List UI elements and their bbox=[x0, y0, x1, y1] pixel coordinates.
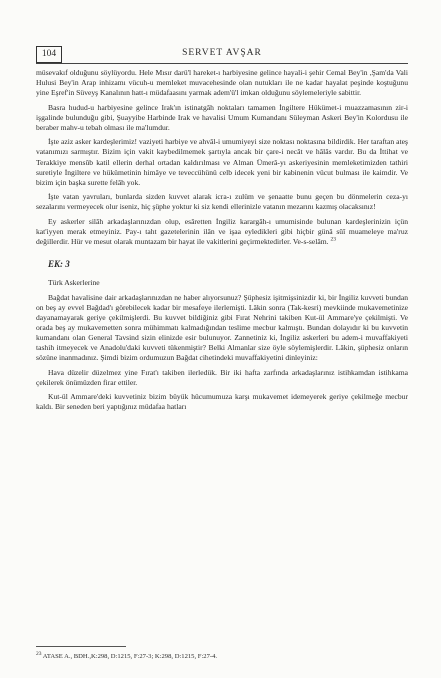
annex-paragraph: Hava düzelir düzelmez yine Fırat'ı takiben ilerledük. Bir iki hafta zarfında arkadaşlarınız istihkamdan istihkama çekilerek önümüzden firar ettiler. bbox=[36, 367, 408, 387]
paragraph: müsevakıf olduğunu söylüyordu. Hele Mısır darü'l hareket-ı harbiyesine gelince hayali-i şehir Cemal Bey'in ,Şam'da Vali Hulusi Bey'in Arap inhizamı vücuh-u memleket muvacehesinde olan nutukları ile ne kadar hayalat peşinde koştuğunu yine Eşref'in Süveyş Kanalının hatt-ı müdafaasını yarmak adem'ü'l imkan olduğunu söylemeleriyle sabittir. bbox=[36, 68, 408, 98]
annex-title: EK: 3 bbox=[48, 259, 70, 270]
salutation: Türk Askerlerine bbox=[48, 278, 100, 288]
footnote bbox=[36, 652, 408, 661]
page-header bbox=[36, 46, 408, 62]
paragraph: İşte aziz asker kardeşlerimiz! vaziyeti harbiye ve ahvâl-i umumiyeyi size noktası noktasına bildirdik. Her taraftan ateş vatanımızı sarmıştır. Bizim için vakit kaybedilmemek şartıyla ancak bir çare-i necât ve hâlâs vardır. Bu da İttihat ve Terakkiye mensûb katil ellerin derhal ortadan kaldırılması ve Alman Ümerâ-yı askeriyesinin memleketimizden tathiri suretiyle İngiltere ve hükümetinin himâye ve teveccühünü celb idecek yeni bir kabinenin vücut bulması ile kaimdir. Ve bizim için başka surette felâh yok. bbox=[36, 137, 408, 187]
running-head: SERVET AVŞAR bbox=[182, 48, 262, 58]
footnote-reference: 23 bbox=[330, 236, 336, 243]
paragraph-text: Ey askerler silâh arkadaşlarınızdan olup, esâretten İngiliz karargâh-ı umumisinde bulunan kardeşlerinizin içün kat'iyyen merak etmeyiniz. Pay-ı taht gazetelerinin ilân ve işaa eyledikleri gibi hiçbir günâ sûî muameleye ma'ruz değillerdir. Hür ve mesut olarak muntazam bir hayat ile vakitlerini geçirmektedirler. Ve-s-selâm. bbox=[36, 216, 408, 246]
annex-paragraph: Kut-ül Ammare'deki kuvvetiniz bizim büyük hücumumuza karşı mukavemet idemeyerek geriye çekilmeğe mecbur kaldı. Bir seneden beri yaptığınız müdafaa hatları bbox=[36, 392, 408, 412]
header-rule bbox=[36, 63, 408, 64]
paragraph: Basra hudud-u harbiyesine gelince Irak'ın istinatgâh noktaları tamamen İngiltere Hükümet-i muazzamasının zir-i işgalinde bulunduğu gibi, Şuayyibe Harbinde Irak ve havalisi Umum Kumandanı Süleyman Askeri Bey'in Kolordusu ile beraber mahv-u tebah olması ile ma'lumdur. bbox=[36, 102, 408, 132]
footnote-number: 23 bbox=[36, 650, 42, 657]
paragraph: İşte vatan yavruları, bunlarda sizden kuvvet alarak icra-ı zulüm ve şenaatte bunu geçen bu dönmelerin ceza-yı sezalarını vermeyecek olur iseniz, hiç şüphe yoktur ki siz kendi ellerinizle vatanın mezarını kazmış olacaksınız! bbox=[36, 192, 408, 212]
annex-paragraph: Bağdat havalisine dair arkadaşlarınızdan ne haber alıyorsunuz? Şüphesiz işitmişsinizdir ki, bir İngiliz kuvveti bundan on beş ay evvel Bağdad'ı görebilecek kadar bir mesafeye ilerlemişti. Lâkin sonra (Tak-kesri) mevkiinde mukavemetinize dayanamayarak geriye çekilmişlerdi. Bu kuvvet bildiğiniz gibi Fırat Nehrini takiben Kut-ül Ammare'ye çekilmişti. Ve orada beş ay mukavemetten sonra mühimmatı kalmadığından teslime mecbur kalmıştı. Bundan dolayıdır ki bu kuvvetin kumandanı olan General Tavsind sizin elinizde esir bulunuyor. Zannetiniz ki, İngiliz askerleri bu adem-i muvaffakiyeti tashih itmeyecek ve Anadolu'daki kuvveti tükenmiştir? Belki Almanlar size öyle söylemişlerdir. Lâkin, şüphesiz onların sözüne inanmadınız. Şimdi bizim ordumuzun Bağdat cihetindeki muvaffakiyetini dinleyiniz: bbox=[36, 292, 408, 363]
footnote-rule bbox=[36, 646, 126, 647]
main-text bbox=[36, 68, 408, 417]
paragraph-with-footnote bbox=[36, 217, 408, 247]
page-number: 104 bbox=[36, 46, 62, 63]
footnote-text: ATASE A., BDH.,K:298, D:1215, F:27-3; K:298, D:1215, F:27-4. bbox=[42, 653, 218, 660]
